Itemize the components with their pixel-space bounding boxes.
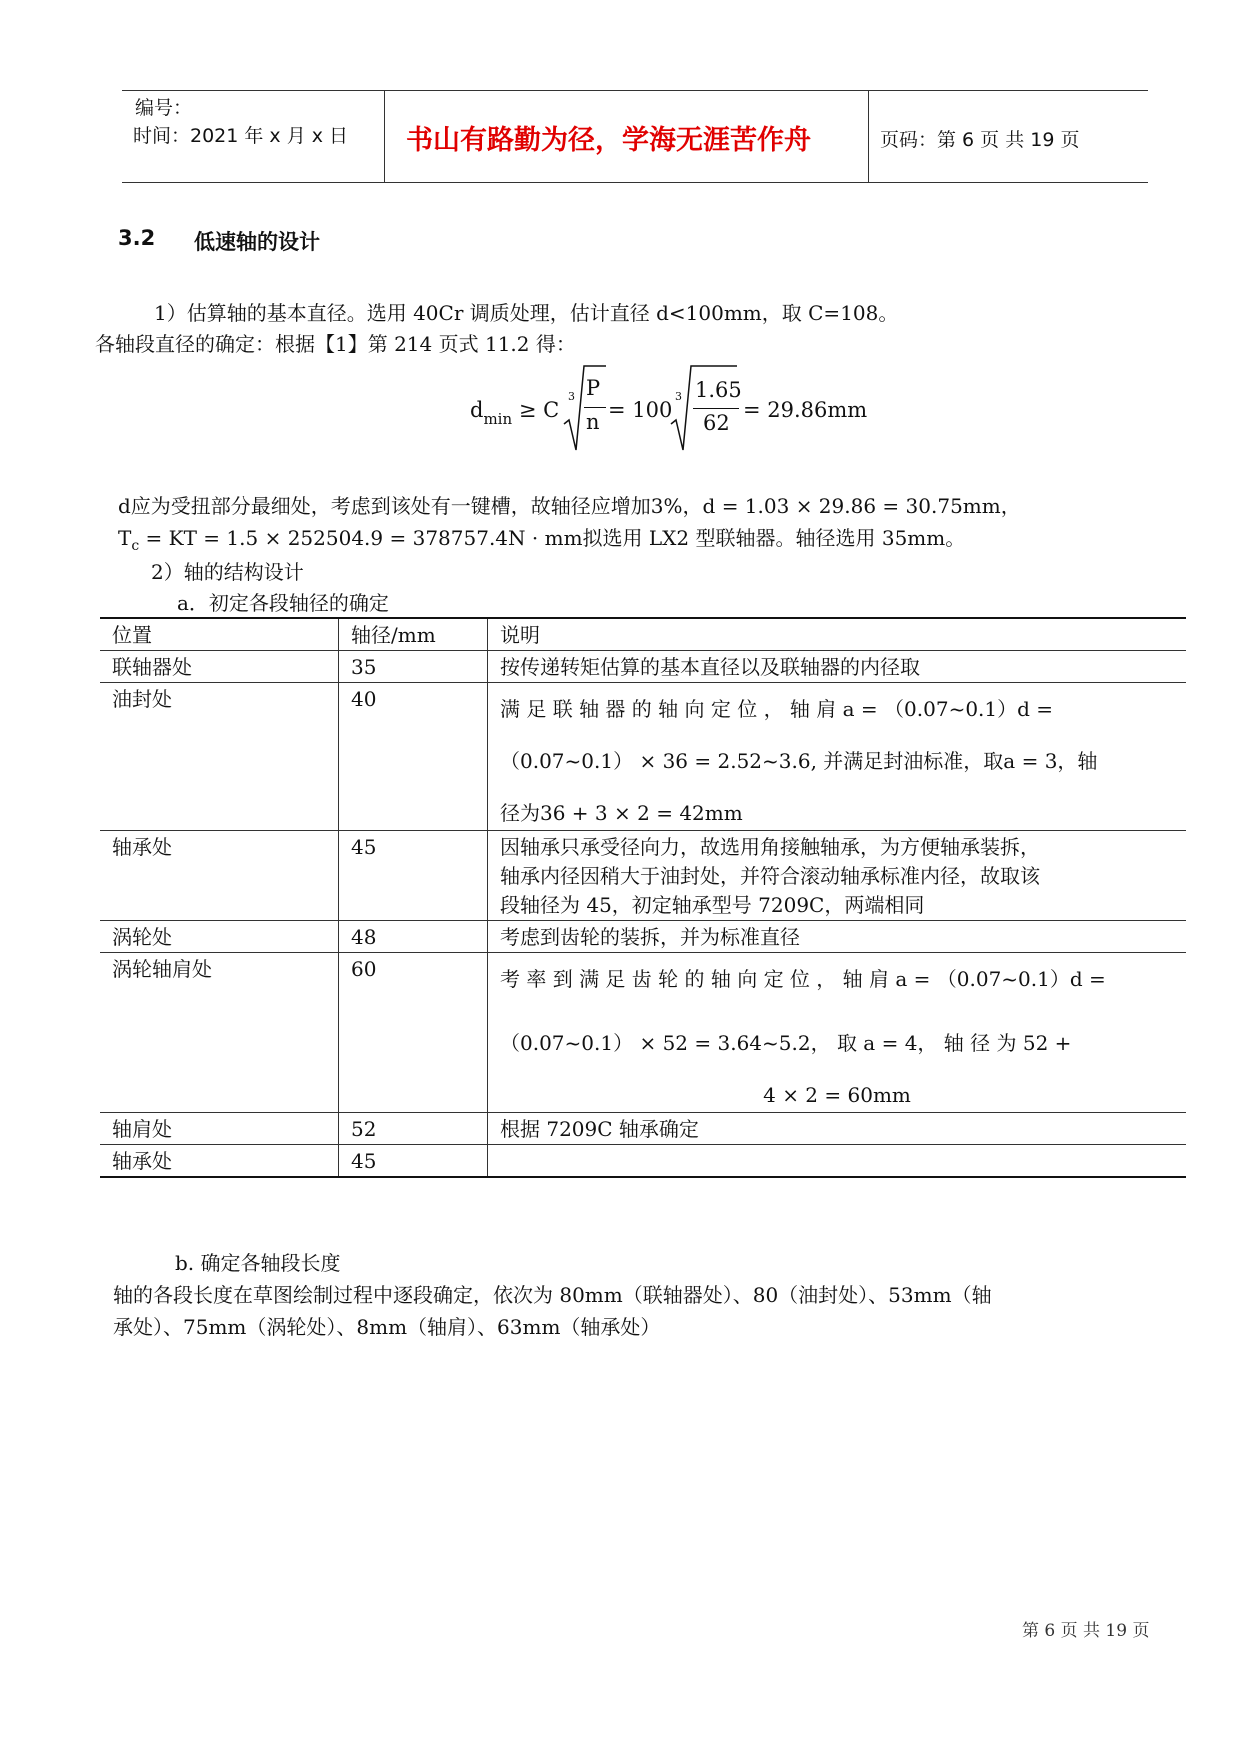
cell-position: 涡轮轴肩处 — [100, 953, 339, 1113]
cell-diameter: 60 — [339, 953, 488, 1113]
cell-diameter: 48 — [339, 921, 488, 953]
header-bottom-rule — [122, 182, 1148, 183]
paragraph-diameter-basis: 各轴段直径的确定：根据【1】第 214 页式 11.2 得： — [95, 332, 576, 356]
header-diameter: 轴径/mm — [339, 618, 488, 651]
torque-expr: = KT = 1.5 × 252504.9 = 378757.4N · mm — [139, 526, 583, 550]
desc-line: 径为36 + 3 × 2 = 42mm — [500, 801, 743, 825]
desc-line: （0.07~0.1） × 52 = 3.64~5.2， 取 a = 4， 轴 径 为 52 + — [500, 1031, 1072, 1055]
cell-description — [488, 1145, 1187, 1178]
coupling-selection: 拟选用 LX2 型联轴器。轴径选用 35mm。 — [582, 526, 966, 550]
header-divider-left — [384, 90, 385, 182]
lengths-line-2: 承处）、75mm（涡轮处）、8mm（轴肩）、63mm（轴承处） — [113, 1315, 661, 1339]
torque-T: T — [118, 526, 132, 550]
cell-description — [488, 683, 1187, 831]
header-divider-right — [868, 90, 869, 182]
table-row — [100, 1113, 1186, 1145]
header-position: 位置 — [100, 618, 339, 651]
torque-sub-c: c — [131, 538, 140, 554]
desc-line: 考 率 到 满 足 齿 轮 的 轴 向 定 位 ， 轴 肩 a = （0.07~0.1）d = — [500, 967, 1106, 991]
header-time-label: 时间：2021 年 x 月 x 日 — [133, 125, 349, 147]
cell-description — [488, 1113, 1187, 1145]
table-row — [100, 921, 1186, 953]
cell-position: 轴肩处 — [100, 1113, 339, 1145]
cell-position: 涡轮处 — [100, 921, 339, 953]
cell-position: 联轴器处 — [100, 651, 339, 683]
formula-frac2-num: 1.65 — [695, 378, 742, 402]
cell-position: 油封处 — [100, 683, 339, 831]
desc-line — [500, 1147, 1174, 1176]
formula-frac1-bar — [584, 407, 606, 408]
header-motto: 书山有路勤为径，学海无涯苦作舟 — [406, 125, 811, 156]
formula-frac2-den: 62 — [703, 411, 730, 435]
formula-ge-c: ≥ C — [512, 398, 560, 422]
desc-line: 4 × 2 = 60mm — [763, 1083, 911, 1107]
formula-frac2-bar — [693, 408, 739, 409]
table-row — [100, 683, 1186, 831]
table-row — [100, 1145, 1186, 1178]
formula-root-index-2: 3 — [675, 390, 682, 403]
header-description: 说明 — [488, 618, 1187, 651]
cell-diameter: 45 — [339, 1145, 488, 1178]
formula-eq100: = 100 — [608, 398, 673, 422]
section-number: 3.2 — [118, 226, 156, 250]
formula-sub-min: min — [483, 410, 513, 428]
header-top-rule — [122, 90, 1148, 91]
table-row — [100, 651, 1186, 683]
cell-description — [488, 921, 1187, 953]
formula-frac1-num: P — [586, 376, 601, 400]
desc-line: （0.07~0.1） × 36 = 2.52~3.6, 并满足封油标准，取a = 3，轴 — [500, 749, 1098, 773]
cell-diameter: 52 — [339, 1113, 488, 1145]
formula-root-index-1: 3 — [568, 390, 575, 403]
cell-description — [488, 831, 1187, 921]
desc-line: 段轴径为 45，初定轴承型号 7209C，两端相同 — [500, 893, 925, 917]
cell-description — [488, 651, 1187, 683]
paragraph-torque — [118, 522, 966, 554]
desc-line: 轴承内径因稍大于油封处，并符合滚动轴承标准内径，故取该 — [500, 864, 1040, 888]
cell-diameter: 45 — [339, 831, 488, 921]
desc-line: 根据 7209C 轴承确定 — [500, 1117, 699, 1141]
cell-position: 轴承处 — [100, 1145, 339, 1178]
cell-position: 轴承处 — [100, 831, 339, 921]
desc-line: 满 足 联 轴 器 的 轴 向 定 位 ， 轴 肩 a = （0.07~0.1）d = — [500, 697, 1054, 721]
desc-line: 因轴承只承受径向力，故选用角接触轴承，为方便轴承装拆， — [500, 835, 1040, 859]
cell-description — [488, 953, 1187, 1113]
table-row — [100, 953, 1186, 1113]
desc-line: 考虑到齿轮的装拆，并为标准直径 — [500, 925, 800, 949]
shaft-diameter-table — [100, 617, 1186, 1178]
formula-result: = 29.86mm — [743, 398, 868, 422]
paragraph-estimate: 1）估算轴的基本直径。选用 40Cr 调质处理，估计直径 d<100mm，取 C=108。 — [154, 301, 899, 325]
header-number-label: 编号： — [135, 97, 193, 119]
footer-page-number: 第 6 页 共 19 页 — [1022, 1621, 1150, 1641]
section-title: 低速轴的设计 — [194, 230, 320, 254]
formula-frac1-den: n — [586, 410, 600, 434]
header-page-info: 页码：第 6 页 共 19 页 — [880, 129, 1080, 151]
table-row — [100, 831, 1186, 921]
cell-diameter: 35 — [339, 651, 488, 683]
paragraph-initial-diameters: a．初定各段轴径的确定 — [177, 591, 389, 615]
table-header-row — [100, 618, 1186, 651]
paragraph-structure: 2）轴的结构设计 — [151, 560, 304, 584]
lengths-line-1: 轴的各段长度在草图绘制过程中逐段确定，依次为 80mm（联轴器处）、80（油封处）、53mm（轴 — [113, 1283, 992, 1307]
formula-root-1 — [562, 364, 608, 454]
desc-line: 按传递转矩估算的基本直径以及联轴器的内径取 — [500, 655, 920, 679]
paragraph-keyway: d应为受扭部分最细处，考虑到该处有一键槽，故轴径应增加3%，d = 1.03 × 29.86 = 30.75mm， — [118, 494, 1021, 518]
cell-diameter: 40 — [339, 683, 488, 831]
lengths-title: b. 确定各轴段长度 — [175, 1251, 341, 1275]
formula-d: d — [470, 398, 484, 422]
